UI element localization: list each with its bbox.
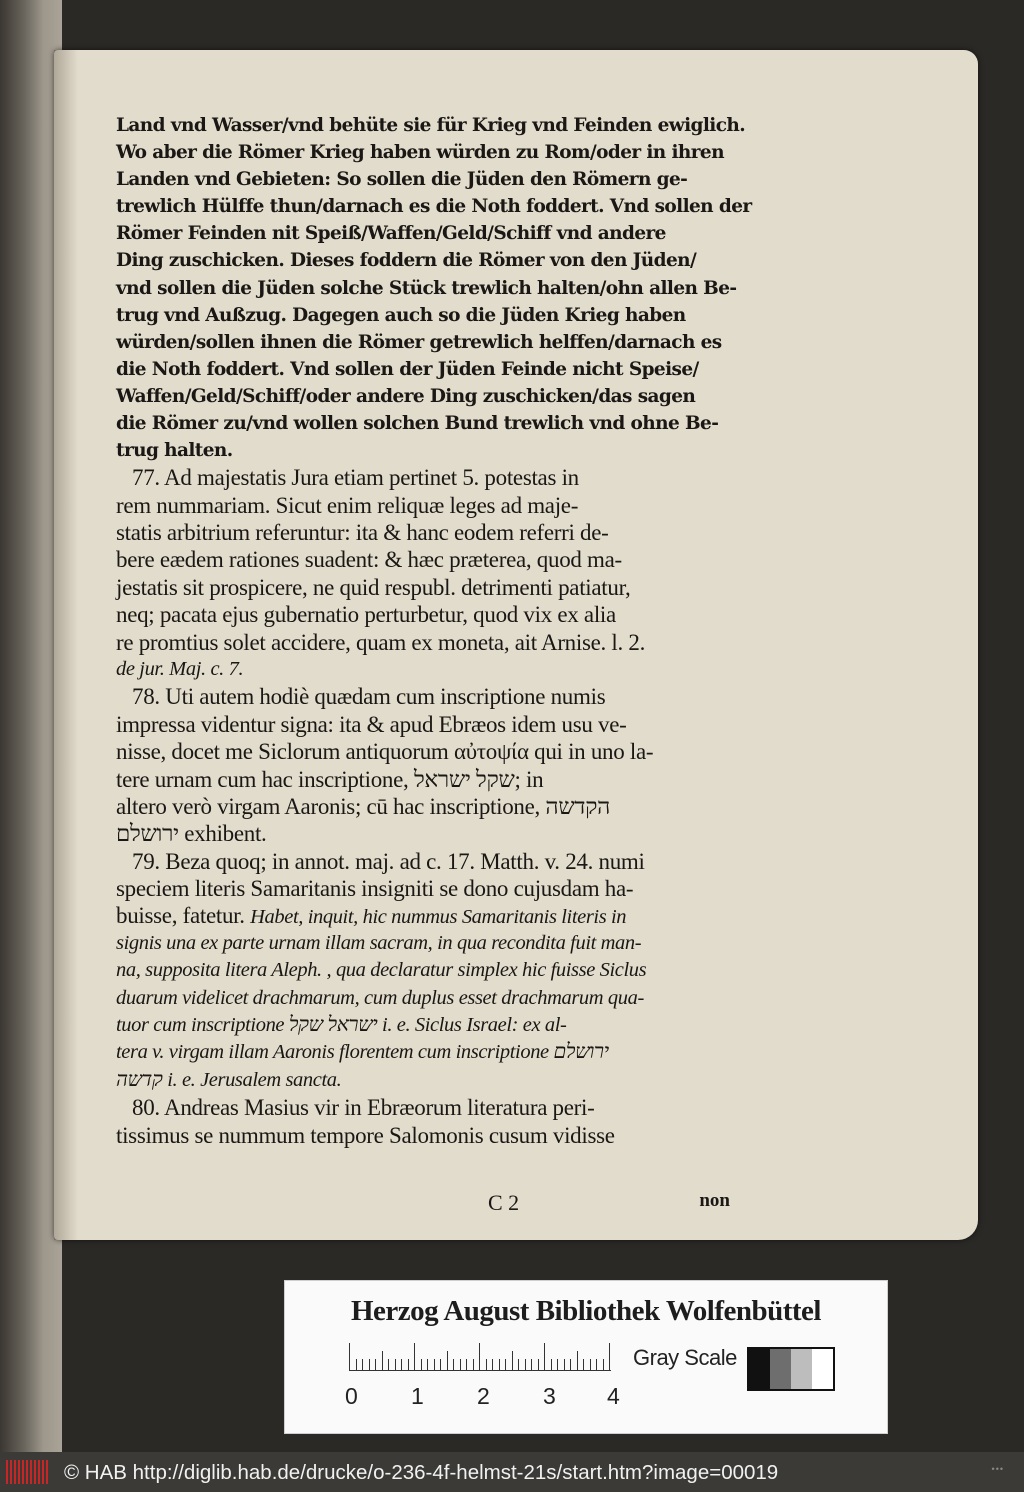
fraktur-line: Land vnd Wasser/vnd behüte sie für Krieg vnd Feinden ewiglich. [116,115,746,136]
ruler-tick [518,1359,519,1371]
paragraph-77 [116,464,730,683]
copyright-link[interactable]: © HAB http://diglib.hab.de/drucke/o-236-4f-helmst-21s/start.htm?image=00019 [64,1461,779,1484]
ruler-tick [460,1359,461,1371]
library-scale-card [284,1280,888,1434]
ruler-tick [427,1359,428,1371]
gray-swatch [749,1349,770,1389]
text-line: ירושלם exhibent. [116,821,267,847]
more-icon: ••• [991,1464,1004,1474]
library-title: Herzog August Bibliothek Wolfenbüttel [351,1295,821,1327]
ruler-tick [401,1359,402,1371]
gray-swatch [770,1349,791,1389]
fraktur-line: würden/sollen ihnen die Römer getrewlich helffen/darnach es [116,331,722,353]
ruler-tick [414,1343,415,1371]
text-line: 77. Ad majestatis Jura etiam pertinet 5. potestas in [132,465,579,491]
ruler-tick [447,1351,448,1371]
ruler-tick [395,1359,396,1371]
ruler-tick [440,1359,441,1371]
fraktur-line: Römer Feinden nit Speiß/Waffen/Geld/Schiff vnd andere [116,223,666,245]
text-line: bere eædem rationes suadent: & hæc præterea, quod ma- [116,547,622,573]
ruler-tick [570,1359,571,1371]
ruler-numbers [341,1383,621,1413]
italic-line: tuor cum inscriptione ישראל שקל i. e. Siclus Israel: ex al- [116,1014,567,1037]
ruler-tick [388,1359,389,1371]
catchword: non [699,1190,730,1211]
italic-line: na, supposita litera Aleph. , qua declaratur simplex hic fuisse Siclus [116,959,647,982]
ruler-tick [596,1359,597,1371]
text-line: 78. Uti autem hodiè quædam cum inscriptione numis [132,684,606,710]
paragraph-80 [116,1094,730,1149]
ruler-tick [499,1359,500,1371]
page-text [116,112,752,1149]
ruler-tick [434,1359,435,1371]
text-line: 79. Beza quoq; in annot. maj. ad c. 17. Matth. v. 24. numi [132,848,645,874]
ruler-tick [531,1359,532,1371]
ruler-tick [486,1359,487,1371]
paragraph-78 [116,683,730,847]
fraktur-line: Wo aber die Römer Krieg haben würden zu Rom/oder in ihren [116,142,724,164]
text-line: re promtius solet accidere, quam ex moneta, ait Arnise. l. 2. [116,629,646,655]
text-line: tissimus se nummum tempore Salomonis cusum vidisse [116,1122,615,1148]
ruler-tick [479,1343,480,1371]
text-line: impressa videntur signa: ita & apud Ebræos idem usu ve- [116,711,627,737]
ruler-tick [421,1359,422,1371]
ruler-tick [557,1359,558,1371]
ruler-tick [609,1343,610,1371]
ruler-tick [590,1359,591,1371]
ruler-tick [492,1359,493,1371]
ruler-tick [505,1359,506,1371]
fraktur-line: Waffen/Geld/Schiff/oder andere Ding zuschicken/das sagen [116,385,696,407]
text-line: speciem literis Samaritanis insigniti se dono cujusdam ha- [116,876,634,902]
ruler-tick [544,1343,545,1371]
text-line: statis arbitrium referuntur: ita & hanc eodem referri de- [116,520,609,545]
ruler-tick [525,1359,526,1371]
fraktur-line: Landen vnd Gebieten: So sollen die Jüden den Römern ge- [116,169,688,191]
italic-line: duarum videlicet drachmarum, cum duplus esset drachmarum qua- [116,986,644,1009]
hab-logo-icon [6,1460,50,1484]
ruler-tick [583,1359,584,1371]
italic-line: signis una ex parte urnam illam sacram, in qua recondita fuit man- [116,931,642,954]
fraktur-line: trug halten. [116,440,233,462]
ruler-tick [577,1351,578,1371]
fraktur-line: trug vnd Außzug. Dagegen auch so die Jüden Krieg haben [116,304,686,326]
ruler-tick [408,1359,409,1371]
text-line: altero verò virgam Aaronis; cū hac inscriptione, הקדשה [116,793,611,819]
text-line: rem nummariam. Sicut enim reliquæ leges ad maje- [116,492,579,518]
gray-scale-swatches [747,1347,835,1391]
ruler-tick [369,1359,370,1371]
previous-page-edge [0,0,62,1452]
italic-line: tera v. virgam illam Aaronis florentem cum inscriptione ירושלם [116,1041,609,1064]
gray-scale-label: Gray Scale [633,1345,737,1370]
citation-line: de jur. Maj. c. 7. [116,657,244,680]
text-line: tere urnam cum hac inscriptione, שקל ישראל; in [116,766,544,792]
fraktur-line: Ding zuschicken. Dieses foddern die Römer von den Jüden/ [116,250,697,272]
paragraph-79 [116,848,730,1095]
italic-quote: Habet, inquit, hic nummus Samaritanis literis in [250,906,627,929]
ruler-tick [375,1359,376,1371]
ruler-tick [473,1359,474,1371]
fraktur-line: vnd sollen die Jüden solche Stück trewlich halten/ohn allen Be- [116,277,737,299]
signature-mark: C 2 [488,1190,520,1215]
ruler-tick [512,1351,513,1371]
ruler-tick [538,1359,539,1371]
text-line: neq; pacata ejus gubernatio perturbetur, quod vix ex alia [116,602,616,628]
ruler-tick [551,1359,552,1371]
ruler-tick [382,1351,383,1371]
fraktur-line: die Römer zu/vnd wollen solchen Bund trewlich vnd ohne Be- [116,413,719,435]
ruler-tick [362,1359,363,1371]
gray-swatch [791,1349,812,1389]
ruler-tick [356,1359,357,1371]
ruler-tick [453,1359,454,1371]
viewer-footer [0,1452,1024,1492]
ruler-number: 3 [543,1383,556,1409]
ruler-tick [466,1359,467,1371]
text-line: buisse, fatetur. [116,903,245,929]
text-line: 80. Andreas Masius vir in Ebræorum literatura peri- [132,1095,595,1121]
page-footer-line [116,1190,730,1220]
ruler-tick [603,1359,604,1371]
ruler-number: 0 [345,1383,358,1409]
gutter-shadow [54,50,78,1240]
ruler [349,1343,615,1371]
ruler-number: 4 [607,1383,620,1409]
text-line: jestatis sit prospicere, ne quid respubl. detrimenti patiatur, [116,574,631,600]
ruler-number: 1 [411,1383,424,1409]
fraktur-block [116,112,752,464]
ruler-tick [349,1343,350,1371]
ruler-tick [564,1359,565,1371]
ruler-number: 2 [477,1383,490,1409]
fraktur-line: trewlich Hülffe thun/darnach es die Noth foddert. Vnd sollen der [116,196,752,218]
fraktur-line: die Noth foddert. Vnd sollen der Jüden Feinde nicht Speise/ [116,358,699,380]
text-line: nisse, docet me Siclorum antiquorum αὐτοψία qui in uno la- [116,739,654,765]
italic-line: קדשה i. e. Jerusalem sancta. [116,1068,342,1091]
gray-swatch [812,1349,833,1389]
